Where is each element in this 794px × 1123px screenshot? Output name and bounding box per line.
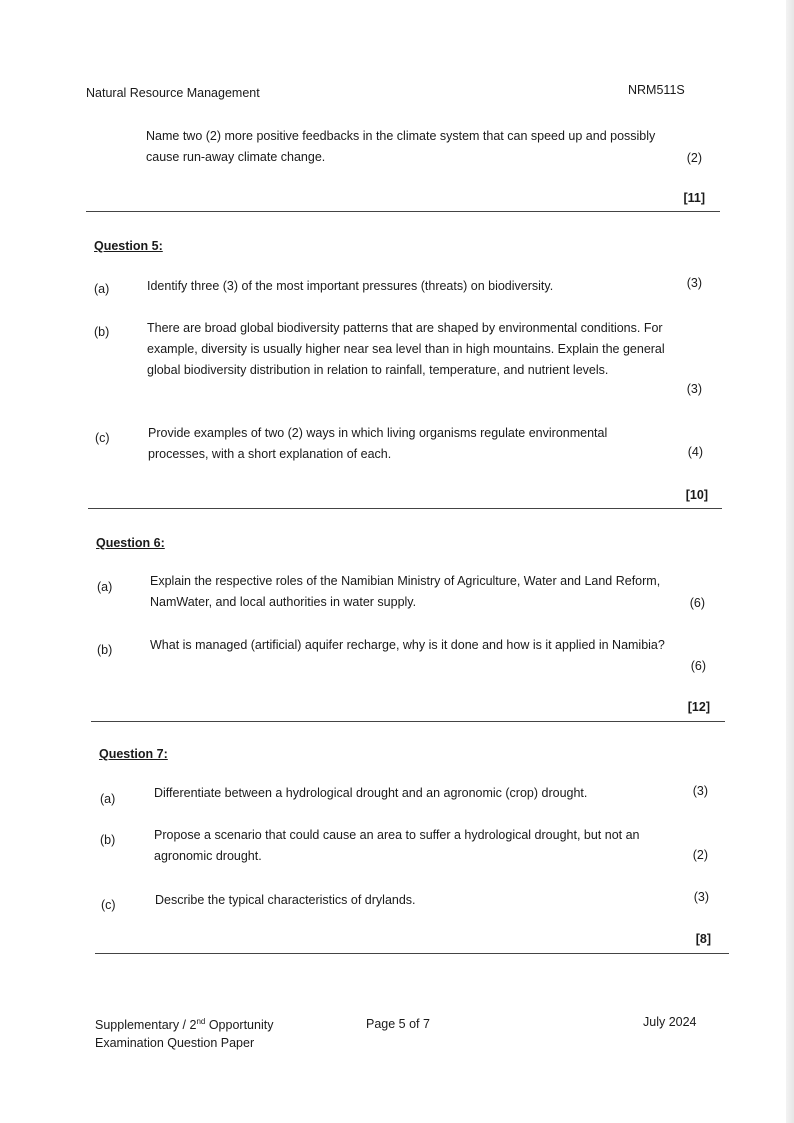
footer-page-number: Page 5 of 7	[366, 1017, 430, 1031]
q5-a-text: Identify three (3) of the most important pressures (threats) on biodiversity.	[147, 279, 554, 293]
footer-line-1-post: Opportunity	[205, 1018, 274, 1032]
footer-exam-type	[95, 1016, 273, 1052]
q5-b-label: (b)	[94, 325, 110, 339]
q7-title: Question 7:	[99, 747, 168, 761]
q5-total: [10]	[685, 488, 708, 502]
q6-b-marks: (6)	[690, 659, 706, 673]
header-course: Natural Resource Management	[86, 86, 260, 100]
footer-line-2: Examination Question Paper	[95, 1036, 255, 1050]
q4-total: [11]	[683, 191, 705, 205]
q6-total: [12]	[687, 700, 710, 714]
q4-tail-text: Name two (2) more positive feedbacks in the climate system that can speed up and possibly cause run-away climate change.	[146, 129, 656, 164]
divider-3	[91, 721, 725, 722]
q5-c-text: Provide examples of two (2) ways in which living organisms regulate environmental processes, with a short explanation of each.	[148, 426, 608, 461]
q6-title: Question 6:	[96, 536, 165, 550]
q7-c-text: Describe the typical characteristics of drylands.	[155, 893, 416, 907]
footer-date: July 2024	[643, 1015, 697, 1029]
q7-total: [8]	[695, 932, 711, 946]
q7-c-marks: (3)	[693, 890, 709, 904]
q7-b-text: Propose a scenario that could cause an area to suffer a hydrological drought, but not an agronomic drought.	[154, 828, 640, 863]
q7-a-label: (a)	[100, 792, 116, 806]
q6-b-label: (b)	[97, 643, 113, 657]
q6-a-marks: (6)	[689, 596, 705, 610]
footer-line-1-sup: nd	[196, 1016, 206, 1026]
q5-a-label: (a)	[94, 282, 110, 296]
q5-title: Question 5:	[94, 239, 163, 253]
q7-a-marks: (3)	[692, 784, 708, 798]
q6-b-text: What is managed (artificial) aquifer recharge, why is it done and how is it applied in Namibia?	[150, 638, 665, 652]
q6-a-label: (a)	[97, 580, 113, 594]
header-code: NRM511S	[628, 83, 685, 97]
divider-2	[88, 508, 722, 509]
q7-c-label: (c)	[101, 898, 116, 912]
footer-line-1-pre: Supplementary / 2	[95, 1018, 197, 1032]
q5-b-text: There are broad global biodiversity patterns that are shaped by environmental conditions. For example, diversity is usually higher near sea level than in high mountains. Explain the general global biodiversity distribution in relation to rainfall, temperature, and nutrient levels.	[147, 321, 665, 377]
q5-c-label: (c)	[95, 431, 110, 445]
q7-b-marks: (2)	[692, 848, 708, 862]
q5-a-marks: (3)	[686, 276, 702, 290]
q7-b-label: (b)	[100, 833, 116, 847]
q6-a-text: Explain the respective roles of the Namibian Ministry of Agriculture, Water and Land Reform, NamWater, and local authorities in water supply.	[150, 574, 661, 609]
q5-c-marks: (4)	[687, 445, 703, 459]
footer-line-1	[95, 1016, 273, 1034]
divider-4	[95, 953, 729, 954]
page-edge-shadow	[786, 0, 794, 1123]
q4-tail-marks: (2)	[686, 151, 702, 165]
q5-b-marks: (3)	[686, 382, 702, 396]
divider-1	[86, 211, 720, 212]
q7-a-text: Differentiate between a hydrological drought and an agronomic (crop) drought.	[154, 786, 588, 800]
